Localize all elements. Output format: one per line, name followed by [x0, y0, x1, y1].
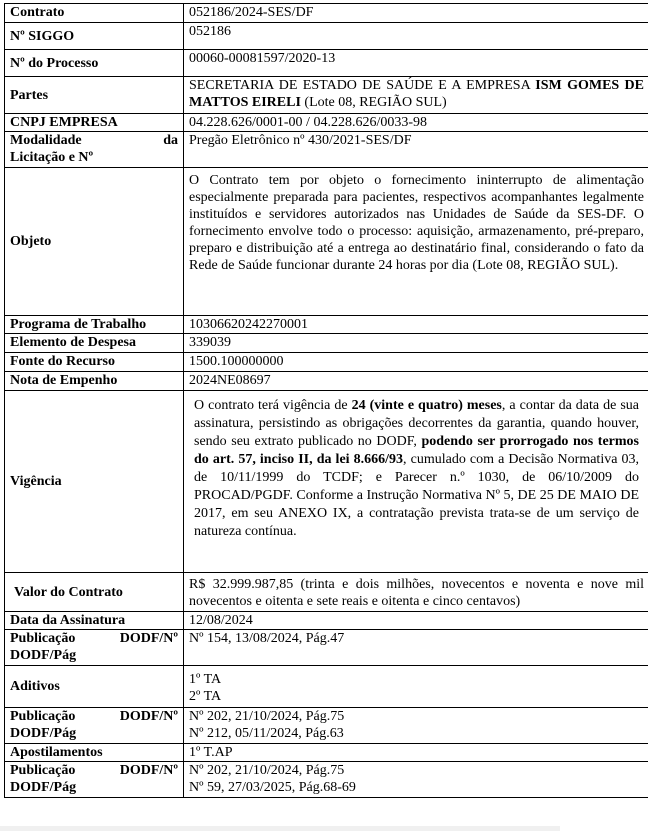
row-publicacao-2 [5, 708, 648, 744]
modalidade-label-a: Modalidade [10, 133, 82, 148]
value-publicacao-1: Nº 154, 13/08/2024, Pág.47 [184, 630, 648, 666]
label-publicacao-1 [5, 630, 184, 666]
value-apostilamentos: 1º T.AP [184, 744, 648, 762]
modalidade-label-line1 [10, 132, 178, 149]
label-cnpj: CNPJ EMPRESA [5, 114, 184, 132]
publicacao-2-label-line1 [10, 708, 178, 725]
label-empenho: Nota de Empenho [5, 372, 184, 391]
label-valor [5, 573, 184, 612]
value-aditivos [184, 666, 648, 708]
publicacao-2-label-c: DODF/Pág [10, 726, 77, 741]
row-contrato [5, 4, 648, 23]
vigencia-bold-1: 24 (vinte e quatro) meses [351, 398, 502, 413]
value-partes [184, 77, 648, 114]
row-publicacao-3 [5, 762, 648, 798]
value-empenho: 2024NE08697 [184, 372, 648, 391]
value-cnpj: 04.228.626/0001-00 / 04.228.626/0033-98 [184, 114, 648, 132]
label-publicacao-3 [5, 762, 184, 798]
publicacao-1-label-line1 [10, 630, 178, 647]
modalidade-label-b: da [163, 133, 178, 148]
aditivo-2: 2º TA [189, 689, 222, 704]
value-vigencia [184, 391, 648, 573]
row-processo [5, 50, 648, 77]
row-modalidade [5, 132, 648, 168]
label-fonte: Fonte do Recurso [5, 353, 184, 372]
contract-summary [4, 3, 648, 798]
value-siggo: 052186 [184, 23, 648, 50]
publicacao-2-line-2: Nº 212, 05/11/2024, Pág.63 [189, 726, 344, 741]
value-assinatura: 12/08/2024 [184, 612, 648, 630]
publicacao-2-label-a: Publicação [10, 709, 76, 724]
label-assinatura: Data da Assinatura [5, 612, 184, 630]
row-publicacao-1 [5, 630, 648, 666]
partes-company: ISM GOMES DE MATTOS EIRELI [189, 78, 644, 110]
publicacao-3-label-b: DODF/Nº [119, 763, 178, 778]
value-objeto: O Contrato tem por objeto o fornecimento ininterrupto de alimentação especialmente preparada para pacientes, respectivos acompanhantes legalmente instituídos e servidores autorizados nas Unidades de Saúde da SES-DF. O fornecimento envolve todo o processo: aquisição, armazenamento, pré-preparo, preparo e distribuição até a entrega ao destinatário final, considerando o fato da Rede de Saúde funcionar durante 24 horas por dia (Lote 08, REGIÃO SUL). [184, 168, 648, 316]
label-apostilamentos: Apostilamentos [5, 744, 184, 762]
value-programa: 10306620242270001 [184, 316, 648, 334]
value-publicacao-2 [184, 708, 648, 744]
value-elemento: 339039 [184, 334, 648, 353]
row-valor [5, 573, 648, 612]
label-programa: Programa de Trabalho [5, 316, 184, 334]
publicacao-2-line-1: Nº 202, 21/10/2024, Pág.75 [189, 709, 345, 724]
label-vigencia: Vigência [5, 391, 184, 573]
value-valor: R$ 32.999.987,85 (trinta e dois milhões, novecentos e noventa e nove mil novecentos e oitenta e sete reais e oitenta e cinco centavos) [184, 573, 648, 612]
label-publicacao-2 [5, 708, 184, 744]
row-vigencia [5, 391, 648, 573]
value-modalidade: Pregão Eletrônico nº 430/2021-SES/DF [184, 132, 648, 168]
vigencia-text-3: , cumulado com a Decisão Normativa 03, de 10/11/1999 do TCDF; e Parecer n.º 1030, de 06/10/2009 do PROCAD/PGDF. Conforme a Instrução Normativa Nº 5, DE 25 DE MAIO DE 2017, em seu ANEXO IX, a contratação prevista trata-se de um serviço de natureza contínua. [194, 452, 639, 539]
row-cnpj [5, 114, 648, 132]
valor-label-text: Valor do Contrato [14, 584, 123, 600]
row-objeto [5, 168, 648, 316]
publicacao-1-label-a: Publicação [10, 631, 76, 646]
aditivo-1: 1º TA [189, 672, 222, 687]
row-elemento [5, 334, 648, 353]
value-processo: 00060-00081597/2020-13 [184, 50, 648, 77]
modalidade-label-c: Licitação e Nº [10, 150, 94, 165]
publicacao-3-label-c: DODF/Pág [10, 780, 77, 795]
label-processo: Nº do Processo [5, 50, 184, 77]
label-objeto: Objeto [5, 168, 184, 316]
row-aditivos [5, 666, 648, 708]
publicacao-3-label-a: Publicação [10, 763, 76, 778]
label-elemento: Elemento de Despesa [5, 334, 184, 353]
value-publicacao-3 [184, 762, 648, 798]
vigencia-text-1: O contrato terá vigência de [194, 398, 352, 413]
label-aditivos: Aditivos [5, 666, 184, 708]
publicacao-3-label-line1 [10, 762, 178, 779]
value-contrato: 052186/2024-SES/DF [184, 4, 648, 23]
partes-text: SECRETARIA DE ESTADO DE SAÚDE E A EMPRESA [189, 78, 536, 93]
row-fonte [5, 353, 648, 372]
label-siggo: Nº SIGGO [5, 23, 184, 50]
row-apostilamentos [5, 744, 648, 762]
label-modalidade [5, 132, 184, 168]
publicacao-3-line-2: Nº 59, 27/03/2025, Pág.68-69 [189, 780, 356, 795]
publicacao-2-label-b: DODF/Nº [119, 709, 178, 724]
publicacao-1-label-c: DODF/Pág [10, 648, 77, 663]
vigencia-bold-2: podendo ser prorrogado nos termos do art. 57, inciso II, da lei 8.666/93 [194, 434, 639, 467]
publicacao-1-label-b: DODF/Nº [119, 631, 178, 646]
label-partes: Partes [5, 77, 184, 114]
row-programa [5, 316, 648, 334]
row-assinatura [5, 612, 648, 630]
row-partes [5, 77, 648, 114]
row-siggo [5, 23, 648, 50]
label-contrato: Contrato [5, 4, 184, 23]
value-fonte: 1500.100000000 [184, 353, 648, 372]
vigencia-text-2: , a contar da data de sua assinatura, persistindo as obrigações decorrentes da garantia, quando houver, sendo seu extrato publicado no DODF, [194, 398, 639, 449]
publicacao-3-line-1: Nº 202, 21/10/2024, Pág.75 [189, 763, 345, 778]
contract-table [4, 3, 648, 798]
page-bottom-edge [0, 826, 560, 831]
row-empenho [5, 372, 648, 391]
partes-lote: (Lote 08, REGIÃO SUL) [300, 95, 447, 110]
